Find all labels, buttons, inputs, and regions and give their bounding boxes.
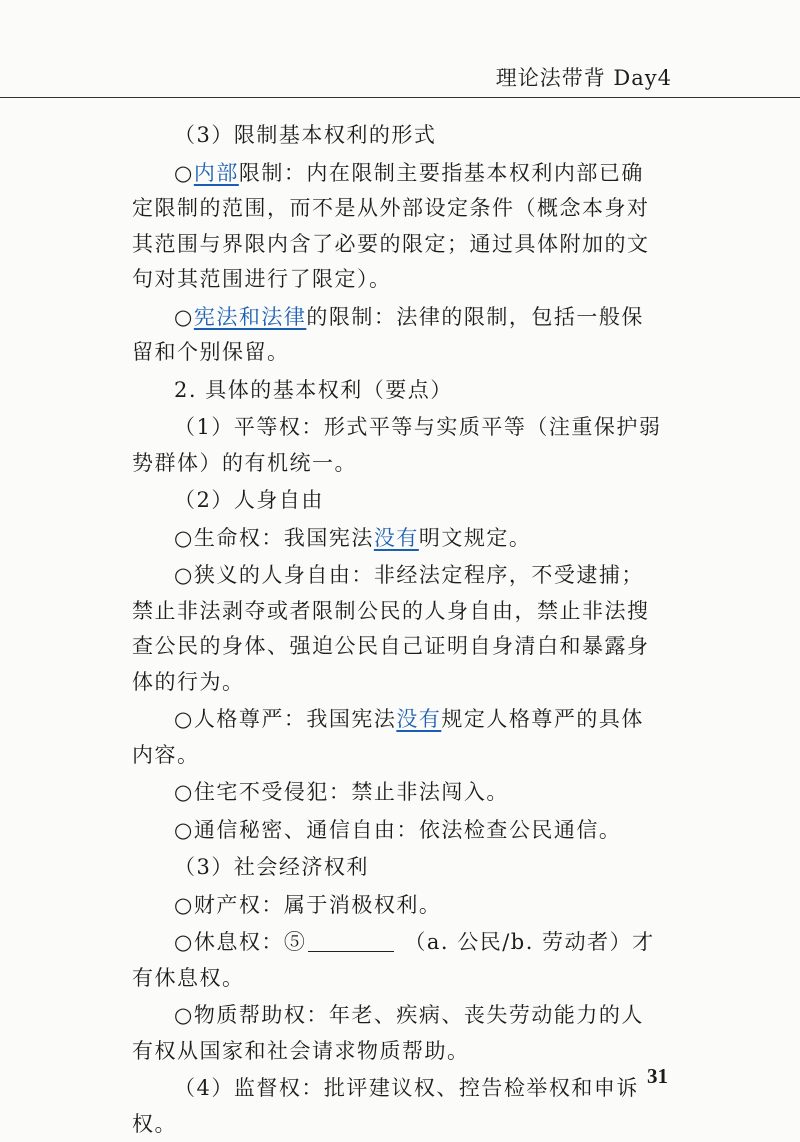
bullet: ○ [174,160,194,185]
subheading-personal-freedom: （2）人身自由 [174,488,324,512]
paragraph-text: 规定人格尊严的具体内容。 [132,707,644,767]
paragraph-rest [132,925,662,996]
running-header: 理论法带背 Day4 [495,66,672,90]
paragraph-equality: （1）平等权：形式平等与实质平等（注重保护弱势群体）的有机统一。 [132,415,662,475]
paragraph-text: ○休息权：⑤ [174,930,307,954]
paragraph-correspondence: ○通信秘密、通信自由：依法检查公民通信。 [174,817,622,842]
fill-in-blank[interactable] [308,929,394,952]
paragraph-narrow-personal-freedom: ○狭义的人身自由：非经法定程序，不受逮捕；禁止非法剥夺或者限制公民的人身自由，禁止非法搜查公民的身体、强迫公民自己证明自身清白和暴露身体的行为。 [132,563,650,694]
bullet: ○ [174,304,194,329]
section-heading-restriction-forms: （3）限制基本权利的形式 [174,123,437,147]
page-body [132,118,662,1142]
highlight-not: 没有 [373,525,419,550]
paragraph-residence: ○住宅不受侵犯：禁止非法闯入。 [174,780,509,804]
paragraph-right-to-life [132,521,662,557]
page-number: 31 [647,1064,668,1088]
paragraph-internal-restriction [132,156,662,298]
highlight-internal: 内部 [193,160,239,185]
paragraph-material-assistance: ○物质帮助权：年老、疾病、丧失劳动能力的人有权从国家和社会请求物质帮助。 [132,1003,644,1063]
paragraph-text: 限制：内在限制主要指基本权利内部已确定限制的范围，而不是从外部设定条件（概念本身对其范围与界限内含了必要的限定；通过具体附加的文句对其范围进行了限定）。 [132,160,650,291]
highlight-constitution-law: 宪法和法律 [193,304,307,329]
section-heading-specific-rights: 2. 具体的基本权利（要点） [174,377,453,402]
paragraph-text: ○生命权：我国宪法 [174,525,374,550]
paragraph-supervision: （4）监督权：批评建议权、控告检举权和申诉权。 [132,1076,639,1136]
paragraph-text: （a. 公民/b. 劳动者）才有休息权。 [132,930,655,990]
paragraph-text: 明文规定。 [418,525,532,550]
paragraph-text: ○人格尊严：我国宪法 [174,707,397,731]
highlight-not: 没有 [396,707,442,731]
paragraph-text: 的限制：法律的限制，包括一般保留和个别保留。 [132,304,644,364]
paragraph-human-dignity [132,702,662,773]
paragraph-law-restriction [132,300,662,371]
subheading-socioeconomic-rights: （3）社会经济权利 [174,855,369,879]
paragraph-property: ○财产权：属于消极权利。 [174,892,442,917]
header-rule [0,97,800,98]
